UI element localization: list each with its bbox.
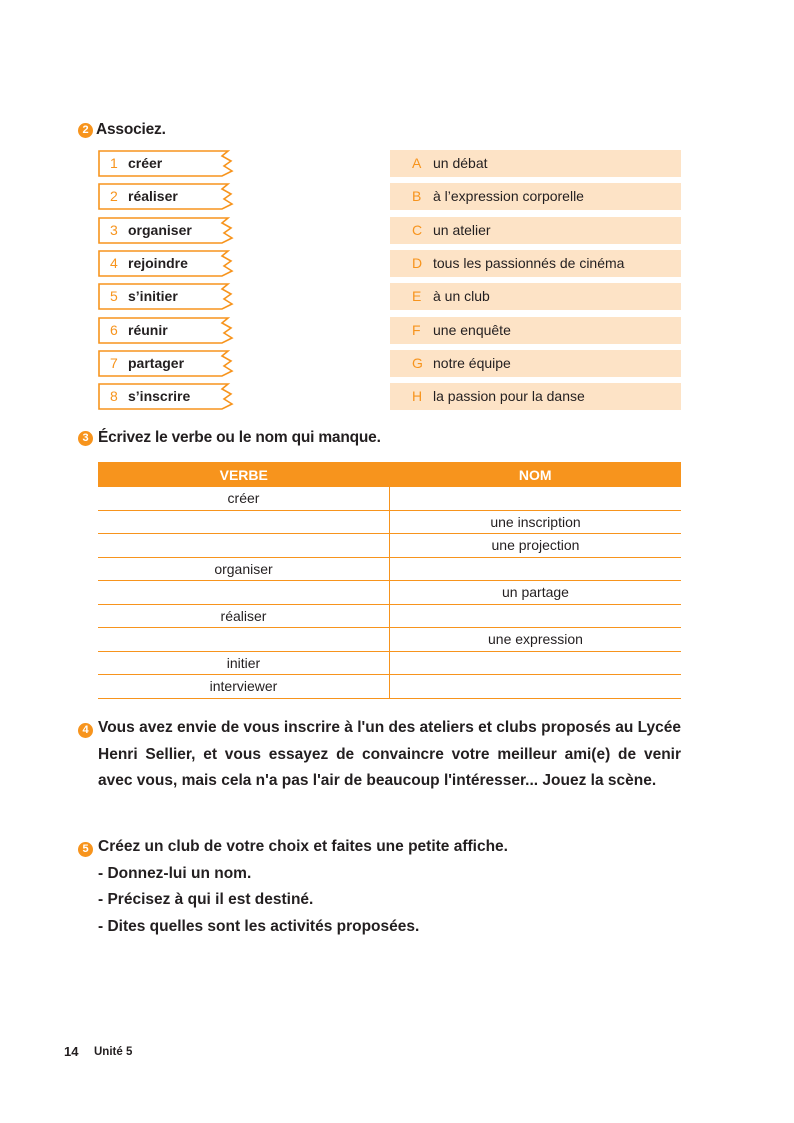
item-text: créer — [128, 155, 163, 171]
unit-label: Unité 5 — [94, 1046, 133, 1058]
verb-cell[interactable]: organiser — [98, 557, 390, 581]
match-item — [390, 283, 681, 310]
noun-cell[interactable] — [390, 487, 682, 510]
noun-cell[interactable] — [390, 557, 682, 581]
verb-item — [98, 317, 236, 344]
column-header: NOM — [390, 462, 682, 487]
item-letter: B — [412, 188, 422, 205]
verb-cell[interactable]: créer — [98, 487, 390, 510]
noun-cell[interactable]: une inscription — [390, 510, 682, 534]
item-number: 6 — [110, 321, 118, 338]
exercise-title: Associez. — [96, 121, 166, 138]
item-text: tous les passionnés de cinéma — [433, 254, 625, 271]
item-text: s’initier — [128, 288, 178, 305]
item-number: 2 — [110, 188, 118, 205]
item-text: une enquête — [433, 321, 511, 338]
match-item — [390, 150, 681, 177]
exercise-title: Écrivez le verbe ou le nom qui manque. — [98, 429, 381, 446]
table-row — [98, 487, 681, 510]
item-text: réaliser — [128, 188, 178, 205]
verb-cell[interactable] — [98, 534, 390, 558]
table-row — [98, 675, 681, 699]
item-text: s’inscrire — [128, 388, 191, 405]
item-text: notre équipe — [433, 354, 511, 371]
exercise-instructions — [98, 834, 681, 940]
table-row — [98, 604, 681, 628]
verb-item — [98, 250, 236, 277]
item-text: un atelier — [433, 221, 491, 238]
item-letter: H — [412, 388, 423, 405]
exercise-number: 3 — [78, 431, 93, 446]
item-text: rejoindre — [128, 254, 188, 271]
exercise-text: Vous avez envie de vous inscrire à l'un des ateliers et clubs proposés au Lycée Henri Sellier, et vous essayez de convaincre votre meilleur ami(e) de venir avec vous, mais cela n'a pas l'air de beaucoup l'intéresser... Jouez la scène. — [98, 719, 681, 789]
exercise-number: 4 — [78, 723, 93, 738]
item-number: 1 — [110, 155, 118, 171]
verb-cell[interactable]: réaliser — [98, 604, 390, 628]
verb-item — [98, 383, 236, 410]
verb-cell[interactable] — [98, 510, 390, 534]
verb-noun-table — [98, 462, 681, 699]
column-header: VERBE — [98, 462, 390, 487]
item-letter: A — [412, 155, 422, 171]
table-row — [98, 651, 681, 675]
exercise-title: Créez un club de votre choix et faites une petite affiche. — [98, 838, 508, 855]
item-letter: E — [412, 288, 422, 305]
ribbon-shape — [98, 150, 238, 178]
noun-cell[interactable] — [390, 675, 682, 699]
item-text: réunir — [128, 321, 168, 338]
exercise-number: 5 — [78, 842, 93, 857]
item-text: partager — [128, 354, 185, 371]
list-item: - Précisez à qui il est destiné. — [98, 891, 314, 908]
verb-item — [98, 150, 236, 177]
match-item — [390, 250, 681, 277]
ribbon-shape — [98, 317, 238, 345]
table-row — [98, 628, 681, 652]
item-text: la passion pour la danse — [433, 388, 585, 405]
match-item — [390, 217, 681, 244]
item-letter: F — [412, 321, 421, 338]
table-row — [98, 557, 681, 581]
item-text: à un club — [433, 288, 490, 305]
verb-item — [98, 283, 236, 310]
verb-cell[interactable] — [98, 581, 390, 605]
item-text: organiser — [128, 221, 192, 238]
verb-cell[interactable] — [98, 628, 390, 652]
noun-cell[interactable] — [390, 651, 682, 675]
list-item: - Donnez-lui un nom. — [98, 864, 252, 882]
item-number: 3 — [110, 221, 118, 238]
item-number: 8 — [110, 388, 118, 405]
noun-cell[interactable]: un partage — [390, 581, 682, 605]
list-item: - Dites quelles sont les activités proposées. — [98, 917, 420, 935]
verb-cell[interactable]: interviewer — [98, 675, 390, 699]
match-item — [390, 183, 681, 210]
verb-cell[interactable]: initier — [98, 651, 390, 675]
page-number: 14 — [64, 1044, 79, 1059]
item-number: 7 — [110, 354, 118, 371]
table-row — [98, 510, 681, 534]
match-item — [390, 350, 681, 377]
item-letter: C — [412, 221, 423, 238]
verb-item — [98, 350, 236, 377]
item-number: 4 — [110, 254, 118, 271]
item-letter: G — [412, 354, 423, 371]
item-text: à l’expression corporelle — [433, 188, 584, 205]
noun-cell[interactable]: une projection — [390, 534, 682, 558]
exercise-number: 2 — [78, 123, 93, 138]
item-number: 5 — [110, 288, 118, 305]
table-row — [98, 534, 681, 558]
verb-item — [98, 183, 236, 210]
noun-cell[interactable] — [390, 604, 682, 628]
match-item — [390, 317, 681, 344]
verb-item — [98, 217, 236, 244]
table-row — [98, 581, 681, 605]
item-letter: D — [412, 254, 423, 271]
match-item — [390, 383, 681, 410]
item-text: un débat — [433, 155, 488, 171]
noun-cell[interactable]: une expression — [390, 628, 682, 652]
